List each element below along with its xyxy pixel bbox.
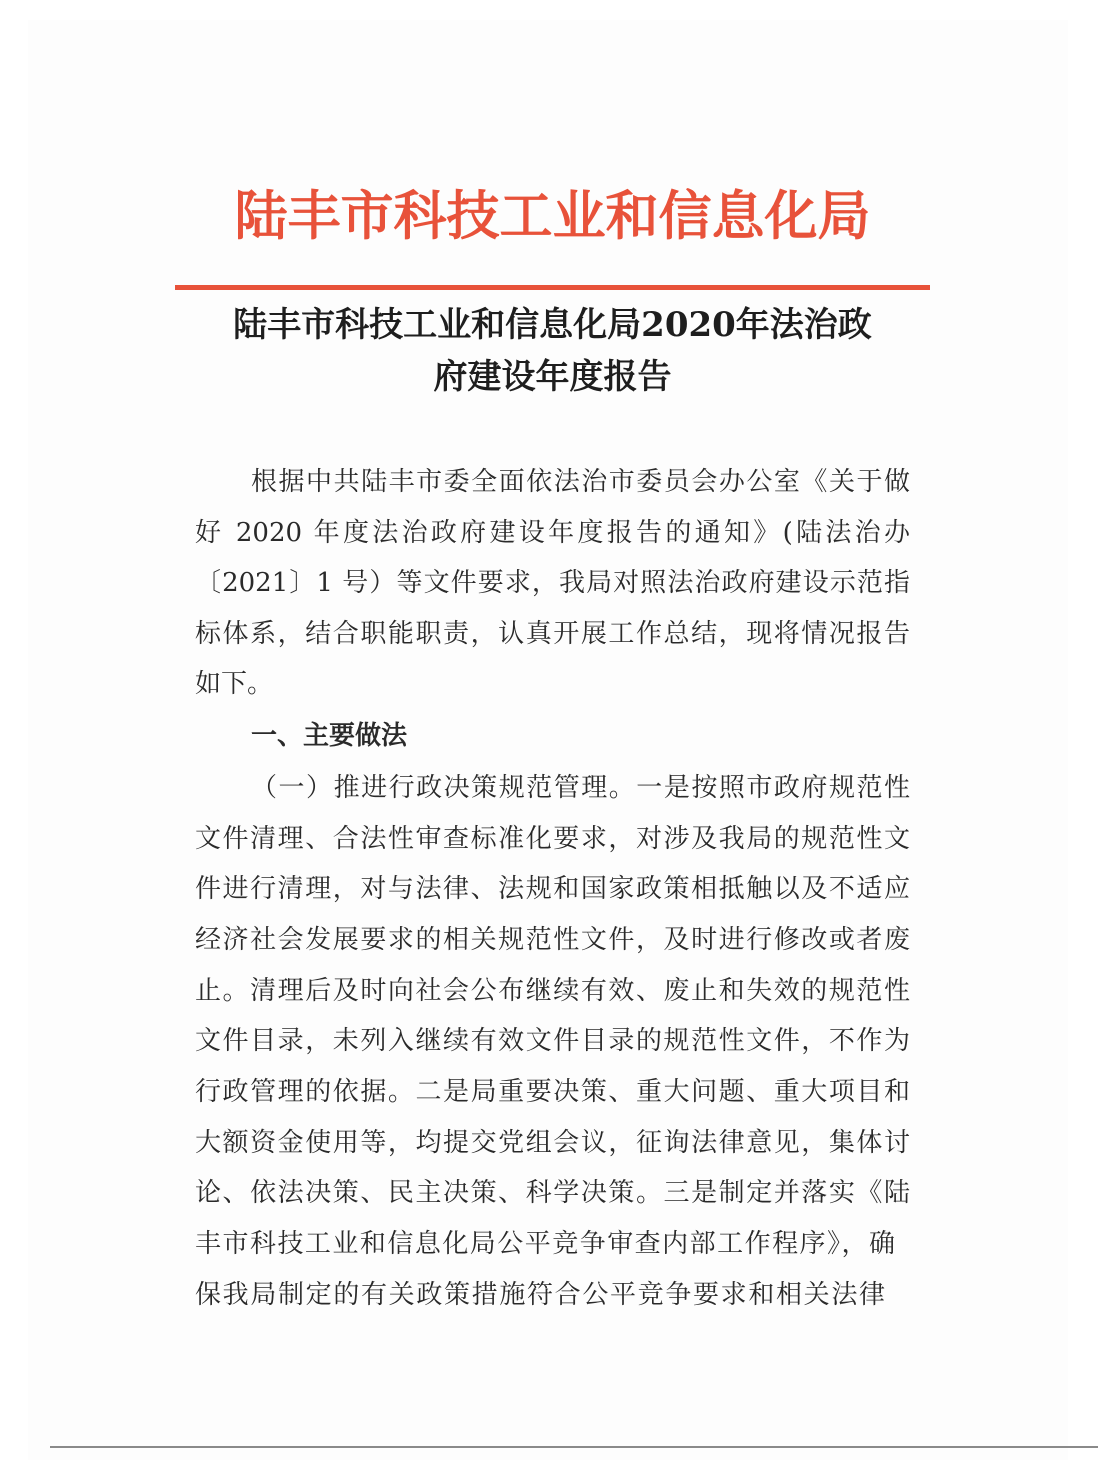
paragraph-line: 〔2021〕1 号）等文件要求，我局对照法治政府建设示范指 xyxy=(195,568,910,598)
paragraph-line: 文件清理、合法性审查标准化要求，对涉及我局的规范性文 xyxy=(195,824,910,854)
letterhead-red-divider xyxy=(175,285,930,290)
paragraph-line: 止。清理后及时向社会公布继续有效、废止和失效的规范性 xyxy=(195,976,910,1006)
document-title-line-1: 陆丰市科技工业和信息化局2020年法治政 xyxy=(233,305,872,345)
page-bottom-edge xyxy=(50,1446,1098,1448)
paragraph-line: 好 2020 年度法治政府建设年度报告的通知》(陆法治办 xyxy=(195,518,910,548)
paragraph-line: 保我局制定的有关政策措施符合公平竞争要求和相关法律 xyxy=(195,1280,885,1310)
paragraph-line: 经济社会发展要求的相关规范性文件，及时进行修改或者废 xyxy=(195,925,910,955)
paragraph-line: 标体系，结合职能职责，认真开展工作总结，现将情况报告 xyxy=(195,619,910,649)
paragraph-line: 文件目录，未列入继续有效文件目录的规范性文件，不作为 xyxy=(195,1026,910,1056)
document-title-line-2: 府建设年度报告 xyxy=(433,357,672,397)
paragraph-line: 丰市科技工业和信息化局公平竞争审查内部工作程序》，确 xyxy=(195,1229,895,1259)
paragraph-line: 大额资金使用等，均提交党组会议，征询法律意见，集体讨 xyxy=(195,1128,910,1158)
paragraph-line: 论、依法决策、民主决策、科学决策。三是制定并落实《陆 xyxy=(195,1178,910,1208)
paragraph-line: 件进行清理，对与法律、法规和国家政策相抵触以及不适应 xyxy=(195,874,910,904)
paragraph-line: 行政管理的依据。二是局重要决策、重大问题、重大项目和 xyxy=(195,1077,910,1107)
paragraph-line: 如下。 xyxy=(195,669,274,699)
paragraph-line: （一）推进行政决策规范管理。一是按照市政府规范性 xyxy=(251,773,910,803)
paragraph-line: 根据中共陆丰市委全面依法治市委员会办公室《关于做 xyxy=(251,467,910,497)
section-heading: 一、主要做法 xyxy=(251,721,408,751)
letterhead-org-name: 陆丰市科技工业和信息化局 xyxy=(234,186,871,247)
